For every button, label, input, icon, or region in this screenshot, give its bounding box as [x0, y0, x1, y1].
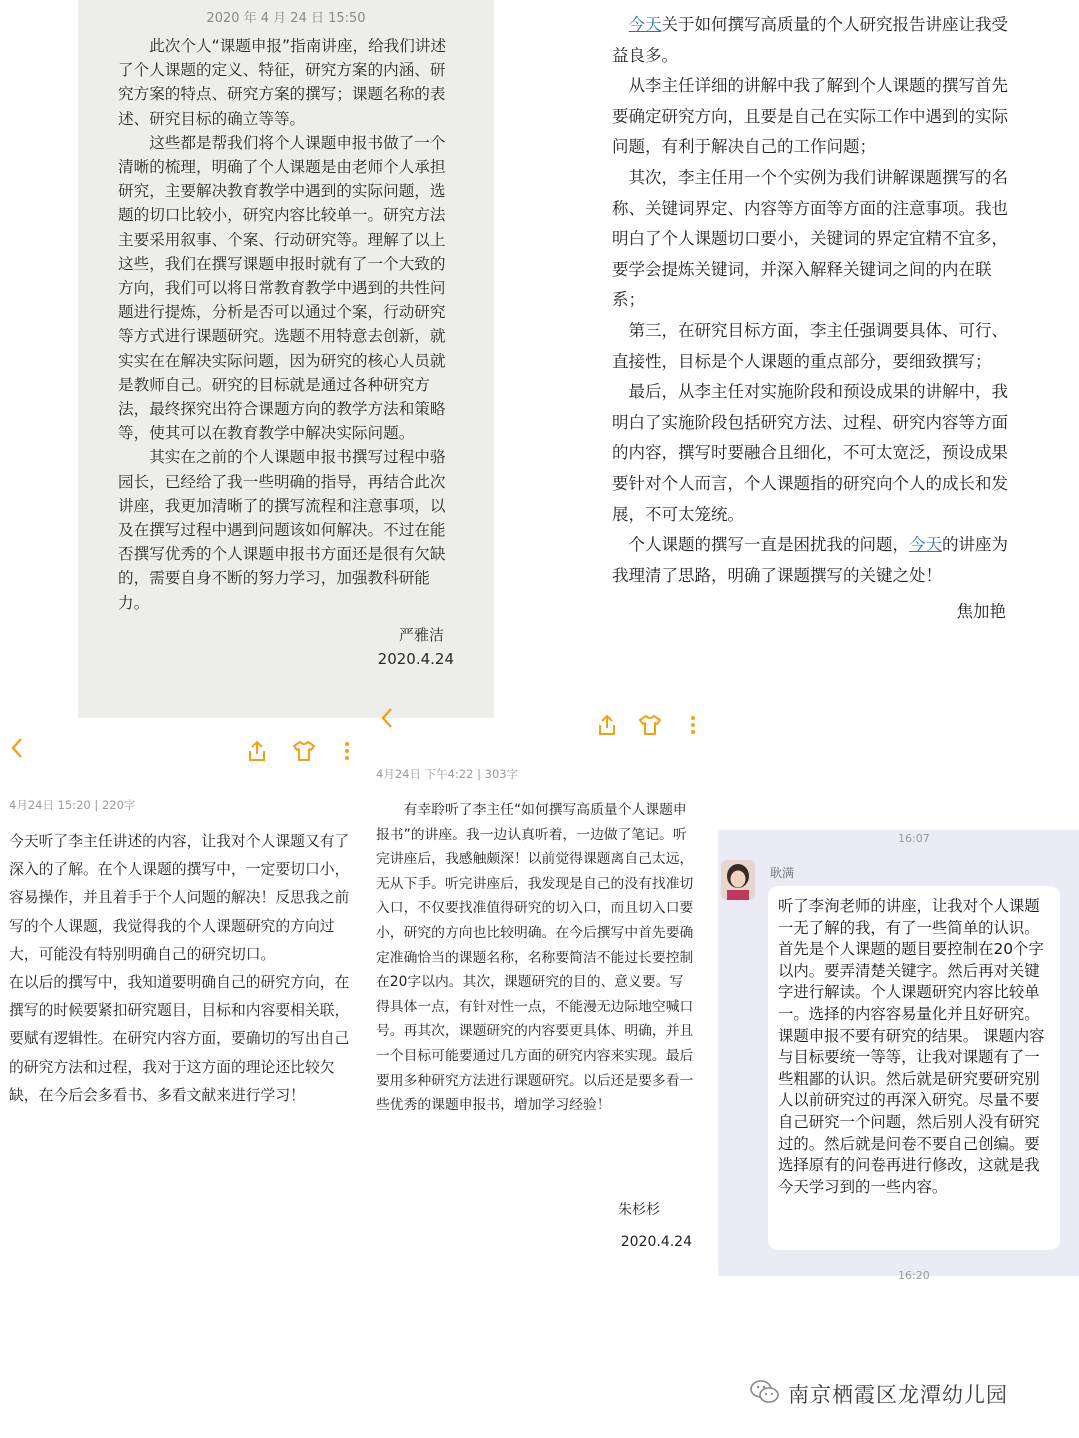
meta-date: 4月24日 15:20 — [9, 798, 91, 812]
wechat-icon — [750, 1379, 780, 1409]
meta-separator: | — [94, 798, 99, 812]
note-date: 2020 年 4 月 24 日 15:50 — [206, 11, 366, 26]
message-bubble[interactable]: 听了李洵老师的讲座，让我对个人课题一无了解的我，有了一些简单的认识。首先是个人课题的题目要控制在20个字以内。要弄清楚关键字。然后再对关键字进行解读。个人课题研究内容比较单一。选择的内容容易量化并且好研究。课题申报不要有研究的结果。 课题内容与目标要统一等等，让我对课题有了一些粗鄙的认识。然后就是研究要研究别人以前研究过的再深入研究。尽量不要自己研究一个问题，然后别人没有研究过的。然后就是问卷不要自己创编。要选择原有的问卷再进行修改，这就是我今天学习到的一些内容。 — [768, 886, 1060, 1250]
note-paragraph: 在以后的撰写中，我知道要明确自己的研究方向，在撰写的时候要紧扣研究题目，目标和内容要相关联，要赋有逻辑性。在研究内容方面，要确切的写出自己的研究方法和过程，我对于这方面的理论还比较欠缺，在今后会多看书、多看文献来进行学习！ — [9, 974, 350, 1104]
chevron-left-icon[interactable] — [10, 736, 24, 766]
note-paragraph: 其次，李主任用一个个实例为我们讲解课题撰写的名称、关键词界定、内容等方面等方面的注意事项。我也明白了个人课题切口要小，关键词的界定宜精不宜多，要学会提炼关键词，并深入解释关键词之间的内在联系； — [612, 167, 1008, 310]
meta-date: 4月24日 下午4:22 — [376, 767, 474, 781]
avatar[interactable] — [721, 860, 755, 900]
note-paragraph: 第三，在研究目标方面，李主任强调要具体、可行、直接性，目标是个人课题的重点部分，要细致撰写； — [612, 320, 1008, 371]
note-text: 个人课题的撰写一直是困扰我的问题， — [628, 535, 909, 555]
note-text: 关于如何撰写高质量的个人研究报告讲座让我受益良多。 — [612, 15, 1008, 65]
meta-word-count: 220字 — [101, 798, 136, 812]
author-name: 严雅洁 — [398, 625, 444, 644]
sign-date: 2020.4.24 — [377, 649, 454, 668]
share-icon[interactable] — [246, 740, 268, 762]
note-toolbar — [0, 736, 362, 766]
watermark — [750, 1374, 1008, 1414]
note-paragraph: 最后，从李主任对实施阶段和预设成果的讲解中，我明白了实施阶段包括研究方法、过程、研究内容等方面的内容，撰写时要融合且细化，不可太宽泛，预设成果要针对个人而言，个人课题指的研究向个人的成长和发展，不可太笼统。 — [612, 382, 1008, 524]
note-toolbar — [368, 712, 698, 742]
chat-timestamp: 16:20 — [898, 1269, 930, 1282]
note-text: 的讲座为我理清了思路，明确了课题撰写的关键之处！ — [612, 535, 1008, 585]
author-name: 朱杉杉 — [618, 1202, 660, 1218]
note-paragraph: 其实在之前的个人课题申报书撰写过程中骆园长，已经给了我一些明确的指导，再结合此次讲座，我更加清晰了的撰写流程和注意事项，以及在撰写过程中遇到问题该如何解决。不过在能否撰写优秀的个人课题申报书方面还是很有欠缺的，需要自身不断的努力学习，加强教科研能力。 — [118, 448, 446, 612]
note-paragraph: 这些都是帮我们将个人课题申报书做了一个清晰的梳理，明确了个人课题是由老师个人承担研究，主要解决教育教学中遇到的实际问题，选题的切口比较小，研究内容比较单一。研究方法主要采用叙事、个案、行动研究等。理解了以上这些，我们在撰写课题申报时就有了一个大致的方向，我们可以将日常教育教学中遇到的共性问题进行提炼，分析是否可以通过个案，行动研究等方式进行课题研究。选题不用特意去创新，就实实在在解决实际问题，因为研究的核心人员就是教师自己。研究的目标就是通过各种研究方法，最终探究出符合课题方向的教学方法和策略等，使其可以在教育教学中解决实际问题。 — [118, 133, 446, 443]
chat-screen — [718, 830, 1079, 1282]
sign-date: 2020.4.24 — [620, 1234, 692, 1250]
note-paragraph — [612, 10, 1012, 71]
note-card-jiao — [612, 10, 1012, 722]
note-meta — [376, 766, 518, 782]
note-card-yan — [78, 0, 494, 718]
note-paragraph: 此次个人“课题申报”指南讲座，给我们讲述了个人课题的定义、特征，研究方案的内涵、研究方案的特点、研究方案的撰写；课题名称的表述、研究目标的确立等等。 — [118, 37, 447, 128]
more-vertical-icon[interactable] — [344, 740, 366, 762]
note-paragraph — [612, 530, 1012, 591]
meta-word-count: 303字 — [484, 767, 519, 781]
chevron-left-icon[interactable] — [380, 706, 394, 736]
note-paragraph: 从李主任详细的讲解中我了解到个人课题的撰写首先要确定研究方向，且要是自己在实际工作中遇到的实际问题，有利于解决自己的工作问题； — [612, 76, 1008, 157]
date-link[interactable]: 今天 — [628, 15, 662, 34]
note-meta — [9, 797, 135, 813]
sender-name: 耿满 — [770, 866, 795, 880]
meta-separator: | — [477, 767, 481, 781]
author-name: 焦加艳 — [956, 602, 1006, 622]
tshirt-icon[interactable] — [638, 714, 660, 736]
phone-note-screen — [0, 700, 362, 1180]
date-link[interactable]: 今天 — [909, 535, 942, 555]
more-vertical-icon[interactable] — [690, 714, 712, 736]
note-body — [9, 828, 354, 1110]
phone-note-screen — [368, 708, 698, 1268]
tshirt-icon[interactable] — [292, 740, 314, 762]
chat-timestamp: 16:07 — [898, 832, 930, 845]
note-paragraph: 今天听了李主任讲述的内容，让我对个人课题又有了深入的了解。在个人课题的撰写中，一定要切口小，容易操作，并且着手于个人问题的解决！反思我之前写的个人课题，我觉得我的个人课题研究的方向过大，可能没有特别明确自己的研究切口。 — [9, 833, 350, 963]
note-body: 有幸聆听了李主任“如何撰写高质量个人课题申报书”的讲座。我一边认真听着，一边做了笔记。听完讲座后，我感触颇深！以前觉得课题离自己太远，无从下手。听完讲座后，我发现是自己的没有找准切入口，不仅要找准值得研究的切入口，而且切入口要小，研究的方向也比较明确。在今后撰写中首先要确定准确恰当的课题名称，名称要简洁不能过长要控制在20字以内。其次，课题研究的目的、意义要。写得具体一点，有针对性一点，不能漫无边际地空喊口号。再其次，课题研究的内容要更具体、明确，并且一个目标可能要通过几方面的研究内容来实现。最后要用多种研究方法进行课题研究。以后还是要多看一些优秀的课题申报书，增加学习经验！ — [376, 802, 694, 1114]
share-icon[interactable] — [596, 714, 618, 736]
watermark-text: 南京栖霞区龙潭幼儿园 — [788, 1383, 1008, 1407]
